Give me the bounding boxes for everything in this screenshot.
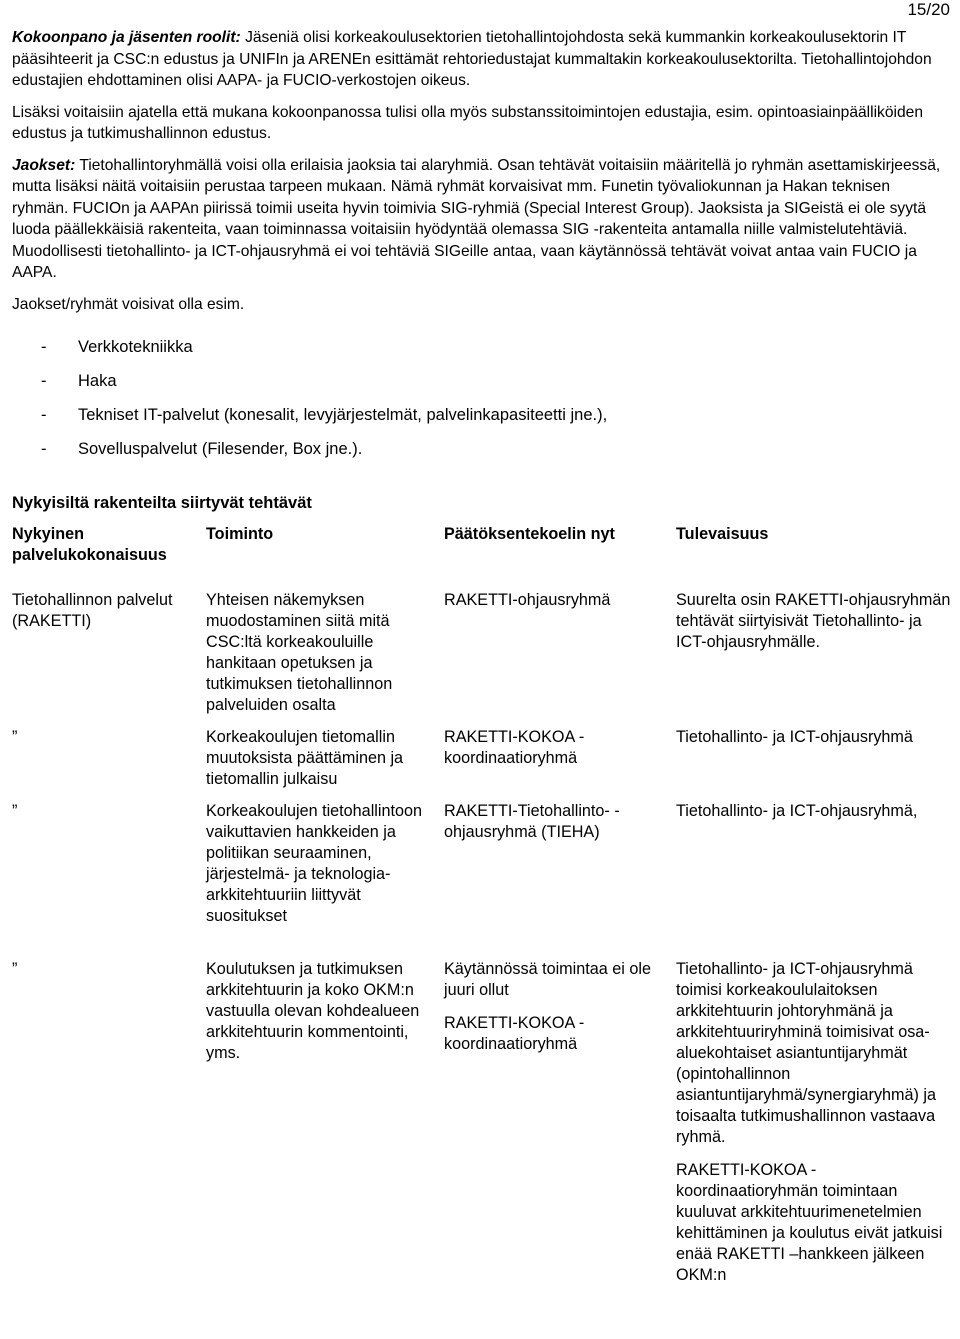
paragraph-sections — [12, 155, 950, 284]
text-sections: Tietohallintoryhmällä voisi olla erilaisia jaoksia tai alaryhmiä. Osan tehtävät voitaisiin määritellä jo ryhmän asettamiskirjeessä, mutta lisäksi näitä voitaisiin perustaa tarpeen mukaan. Nämä ryhmät korvaisivat mm. Funetin työvaliokunnan ja Hakan teknisen ryhmän. FUCIOn ja AAPAn piirissä toimii useita hyvin toimivia SIG-ryhmiä (Special Interest Group). Jaoksista ja SIGeistä ei ole syytä luoda päällekkäisiä rakenteita, vaan toiminnassa voitaisiin hyödyntää olemassa SIG -rakenteita antamalla niille valmistelutehtäviä. Muodollisesti tietohallinto- ja ICT-ohjausryhmä ei voi tehtäviä SIGeille antaa, vaan käytännössä tehtävät voivat antaa vain FUCIO ja AAPA. — [12, 156, 941, 281]
body-text — [12, 27, 950, 473]
table-cell: ” — [12, 728, 18, 746]
table-cell: Korkeakoulujen tietomallin muutoksista päättäminen ja tietomallin julkaisu — [206, 728, 404, 788]
table-cell: Tietohallinto- ja ICT-ohjausryhmä — [676, 728, 913, 746]
table-cell: Tietohallinto- ja ICT-ohjausryhmä, — [676, 802, 918, 820]
column-header: Nykyinen palvelukokonaisuus — [12, 525, 167, 564]
list-item-text: Tekniset IT-palvelut (konesalit, levyjärjestelmät, palvelinkapasiteetti jne.), — [78, 406, 608, 424]
paragraph-groups-intro: Jaokset/ryhmät voisivat olla esim. — [12, 295, 245, 313]
list-item-text: Sovelluspalvelut (Filesender, Box jne.). — [78, 440, 363, 458]
list-item — [12, 405, 950, 439]
text-composition: Jäseniä olisi korkeakoulusektorien tietohallintojohdosta sekä kummankin korkeakoulusektorin IT pääsihteerit ja CSC:n edustus ja UNIFIn ja ARENEn esittämät rehtoriedustajat kummaltakin korkeakoulusektorilta. Tietohallintojohdon edustajien ehdottaminen olisi AAPA- ja FUCIO-verkostojen oikeus. — [12, 29, 932, 89]
cell-paragraph: RAKETTI-KOKOA - koordinaatioryhmän toimintaan kuuluvat arkkitehtuurimenetelmien kehittäminen ja koulutus eivät jatkuisi enää RAKETTI –hankkeen jälkeen OKM:n — [676, 1161, 943, 1284]
list-item — [12, 371, 950, 405]
column-header: Toiminto — [206, 525, 274, 543]
page-number: 15/20 — [907, 0, 950, 19]
dash-bullet: - — [41, 406, 47, 424]
label-composition: Kokoonpano ja jäsenten roolit: — [12, 29, 241, 46]
list-item-text: Haka — [78, 372, 117, 390]
section-heading: Nykyisiltä rakenteilta siirtyvät tehtävät — [12, 494, 312, 512]
table-cell: Suurelta osin RAKETTI-ohjausryhmän tehtävät siirtyisivät Tietohallinto- ja ICT-ohjausryhmälle. — [676, 591, 951, 651]
table-cell: Tietohallinnon palvelut (RAKETTI) — [12, 591, 173, 630]
list-item — [12, 439, 950, 473]
table-cell: Yhteisen näkemyksen muodostaminen siitä mitä CSC:ltä korkeakouluille hankitaan opetuksen ja tutkimuksen tietohallinnon palveluiden osalta — [206, 591, 393, 714]
transfer-table — [12, 524, 952, 1339]
dash-bullet: - — [41, 372, 47, 390]
groups-list — [12, 337, 950, 473]
cell-paragraph: Tietohallinto- ja ICT-ohjausryhmä toimisi korkeakoululaitoksen arkkitehtuurin johtoryhmänä ja arkkitehtuuriryhminä toimisivat osa-aluekohtaiset asiantuntijaryhmät (opintohallinnon asiantuntijaryhmä/synergiaryhmä) ja toisaalta tutkimushallinnon vastaava ryhmä. — [676, 960, 937, 1146]
table-cell — [444, 959, 669, 1067]
table-cell: Koulutuksen ja tutkimuksen arkkitehtuurin ja koko OKM:n vastuulla olevan kohdealueen arkkitehtuurin kommentointi, yms. — [206, 960, 420, 1062]
dash-bullet: - — [41, 440, 47, 458]
table-row — [12, 590, 952, 727]
column-header: Päätöksentekoelin nyt — [444, 525, 615, 543]
table-row — [12, 801, 952, 959]
table-cell: ” — [12, 960, 18, 978]
table-cell: ” — [12, 802, 18, 820]
column-header: Tulevaisuus — [676, 525, 769, 543]
table-cell: RAKETTI-ohjausryhmä — [444, 591, 611, 609]
list-item-text: Verkkotekniikka — [78, 338, 193, 356]
paragraph-composition — [12, 27, 950, 92]
table-cell: RAKETTI-KOKOA - koordinaatioryhmä — [444, 728, 585, 767]
table-cell: RAKETTI-Tietohallinto- -ohjausryhmä (TIEHA) — [444, 802, 620, 841]
paragraph-substance: Lisäksi voitaisiin ajatella että mukana kokoonpanossa tulisi olla myös substanssitoimintojen edustajia, esim. opintoasiainpäälliköiden edustus ja tutkimushallinnon edustus. — [12, 103, 924, 142]
label-sections: Jaokset: — [12, 156, 76, 174]
cell-paragraph: Käytännössä toimintaa ei ole juuri ollut — [444, 960, 651, 999]
table-cell: Korkeakoulujen tietohallintoon vaikuttavien hankkeiden ja politiikan seuraaminen, järjestelmä- ja teknologia-arkkitehtuuriin liittyvät suositukset — [206, 802, 422, 925]
table-row — [12, 959, 952, 1339]
cell-paragraph: RAKETTI-KOKOA - koordinaatioryhmä — [444, 1014, 585, 1053]
table-row — [12, 727, 952, 801]
table-cell — [676, 959, 952, 1298]
table-header-row — [12, 524, 952, 590]
dash-bullet: - — [41, 338, 47, 356]
list-item — [12, 337, 950, 371]
